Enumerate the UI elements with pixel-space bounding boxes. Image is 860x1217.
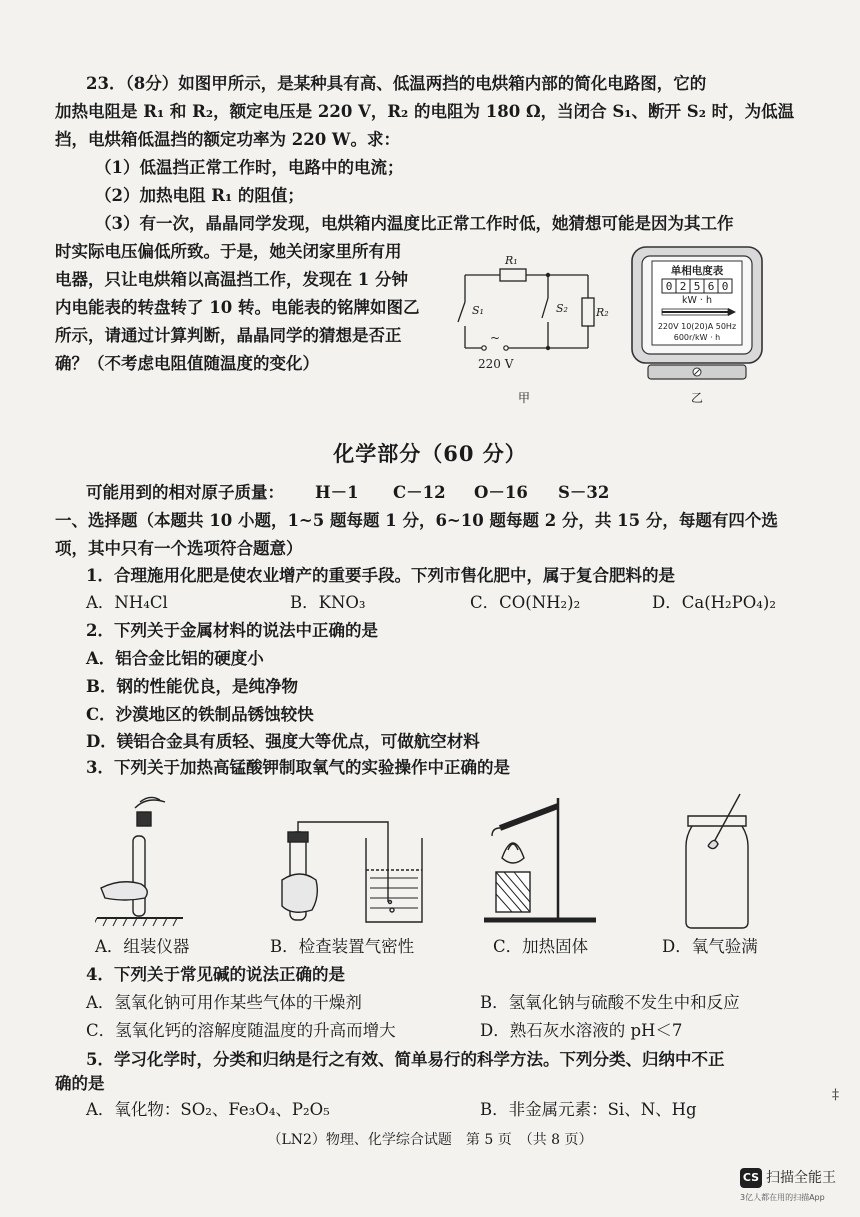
q4-option-b: B．氢氧化钠与硫酸不发生中和反应 — [480, 993, 740, 1012]
atomic-mass-o: O－16 — [474, 483, 528, 502]
switch-s2 — [542, 298, 548, 318]
energy-meter — [628, 245, 768, 410]
q23-line-3: 挡，电烘箱低温挡的额定功率为 220 W。求： — [55, 130, 400, 149]
meter-digits — [662, 279, 732, 293]
chem-section-title: 化学部分（60 分） — [333, 441, 527, 466]
resistor-r2 — [582, 298, 594, 326]
q1-option-a: A．NH₄Cl — [86, 593, 168, 612]
meter-spec: 220V 10(20)A 50Hz — [657, 322, 737, 331]
meter-disc-icon — [662, 308, 736, 316]
q3-option-b: B．检查装置气密性 — [270, 937, 415, 956]
q4-option-a: A．氢氧化钠可用作某些气体的干燥剂 — [86, 993, 362, 1012]
figure-heat-solid — [480, 788, 600, 933]
q23-part-3-line-5: 所示，请通过计算判断，晶晶同学的猜想是否正 — [55, 326, 402, 345]
meter-digit: 5 — [693, 280, 701, 293]
meter-digit: 6 — [707, 280, 715, 293]
q5-stem: 5．学习化学时，分类和归纳是行之有效、简单易行的科学方法。下列分类、归纳中不正 — [86, 1050, 725, 1069]
q2-stem: 2．下列关于金属材料的说法中正确的是 — [86, 621, 378, 640]
scanner-watermark — [740, 1166, 850, 1210]
q3-option-c: C．加热固体 — [493, 937, 589, 956]
q4-stem: 4．下列关于常见碱的说法正确的是 — [86, 965, 345, 984]
caption-yi: 乙 — [690, 391, 704, 405]
figure-airtightness-check — [268, 810, 428, 935]
q23-line-2: 加热电阻是 R₁ 和 R₂，额定电压是 220 V，R₂ 的电阻为 180 Ω，当闭合 S₁、断开 S₂ 时，为低温 — [55, 102, 795, 121]
label-r1: R₁ — [505, 254, 518, 267]
q23-part-3-line-2: 时实际电压偏低所致。于是，她关闭家里所有用 — [55, 242, 402, 261]
q5-option-b: B．非金属元素：Si、N、Hg — [480, 1100, 697, 1119]
atomic-mass-c: C－12 — [393, 483, 446, 502]
q2-option-c: C．沙漠地区的铁制品锈蚀较快 — [86, 705, 314, 724]
resistor-r1 — [500, 269, 526, 281]
q2-option-b: B．钢的性能优良，是纯净物 — [86, 677, 298, 696]
q3-option-a: A．组装仪器 — [95, 937, 190, 956]
meter-unit: kW · h — [682, 295, 712, 306]
section-1-heading: 一、选择题（本题共 10 小题，1~5 题每题 1 分，6~10 题每题 2 分，共 15 分，每题有四个选 — [55, 511, 778, 530]
q23-line-1: 23．（8分）如图甲所示，是某种具有高、低温两挡的电烘箱内部的简化电路图，它的 — [86, 74, 707, 93]
q1-option-b: B．KNO₃ — [290, 593, 366, 612]
atomic-mass-s: S－32 — [558, 483, 610, 502]
atomic-mass-h: H－1 — [315, 483, 359, 502]
figure-assemble-apparatus — [95, 792, 185, 932]
page-footer: （LN2）物理、化学综合试题 第 5 页 （共 8 页） — [267, 1132, 593, 1148]
scanner-logo-icon: CS — [740, 1168, 762, 1188]
meter-rate: 600r/kW · h — [673, 333, 721, 342]
q2-option-a: A．铝合金比铝的硬度小 — [86, 649, 264, 668]
atomic-mass-label: 可能用到的相对原子质量： — [86, 483, 284, 502]
meter-digit: 0 — [721, 280, 729, 293]
meter-digit: 2 — [679, 280, 687, 293]
label-s2: S₂ — [556, 302, 568, 315]
label-voltage: 220 V — [478, 357, 514, 371]
q2-option-d: D．镁铝合金具有质轻、强度大等优点，可做航空材料 — [86, 732, 480, 751]
circuit-diagram — [450, 250, 610, 410]
margin-mark: ‡ — [832, 1087, 839, 1103]
figure-oxygen-full-test — [680, 792, 760, 932]
q23-part-2: （2）加热电阻 R₁ 的阻值； — [95, 186, 304, 205]
q1-stem: 1．合理施用化肥是使农业增产的重要手段。下列市售化肥中，属于复合肥料的是 — [86, 566, 675, 585]
label-r2: R₂ — [596, 306, 609, 319]
ac-symbol: ~ — [490, 331, 501, 345]
q23-part-1: （1）低温挡正常工作时，电路中的电流； — [95, 158, 404, 177]
q3-stem: 3．下列关于加热高锰酸钾制取氧气的实验操作中正确的是 — [86, 758, 510, 777]
q23-part-3-line-4: 内电能表的转盘转了 10 转。电能表的铭牌如图乙 — [55, 298, 420, 317]
scanner-tagline: 3亿人都在用的扫描App — [740, 1193, 825, 1202]
q5-stem-cont: 确的是 — [55, 1074, 105, 1093]
q23-part-3-line-6: 确？（不考虑电阻值随温度的变化） — [55, 354, 319, 373]
q1-option-d: D．Ca(H₂PO₄)₂ — [652, 593, 776, 612]
caption-jia: 甲 — [518, 391, 531, 405]
section-1-heading-cont: 项，其中只有一个选项符合题意） — [55, 539, 303, 558]
q23-part-3: （3）有一次，晶晶同学发现，电烘箱内温度比正常工作时低，她猜想可能是因为其工作 — [95, 214, 734, 233]
label-s1: S₁ — [472, 304, 484, 317]
meter-title: 单相电度表 — [670, 265, 724, 277]
q3-option-d: D．氧气验满 — [662, 937, 758, 956]
q4-option-d: D．熟石灰水溶液的 pH＜7 — [480, 1021, 683, 1040]
scanner-name: 扫描全能王 — [766, 1170, 836, 1186]
meter-digit: 0 — [665, 280, 673, 293]
q4-option-c: C．氢氧化钙的溶解度随温度的升高而增大 — [86, 1021, 396, 1040]
switch-s1 — [458, 302, 465, 322]
q23-part-3-line-3: 电器，只让电烘箱以高温挡工作，发现在 1 分钟 — [55, 270, 408, 289]
q1-option-c: C．CO(NH₂)₂ — [470, 593, 581, 612]
q5-option-a: A．氧化物：SO₂、Fe₃O₄、P₂O₅ — [86, 1100, 330, 1119]
